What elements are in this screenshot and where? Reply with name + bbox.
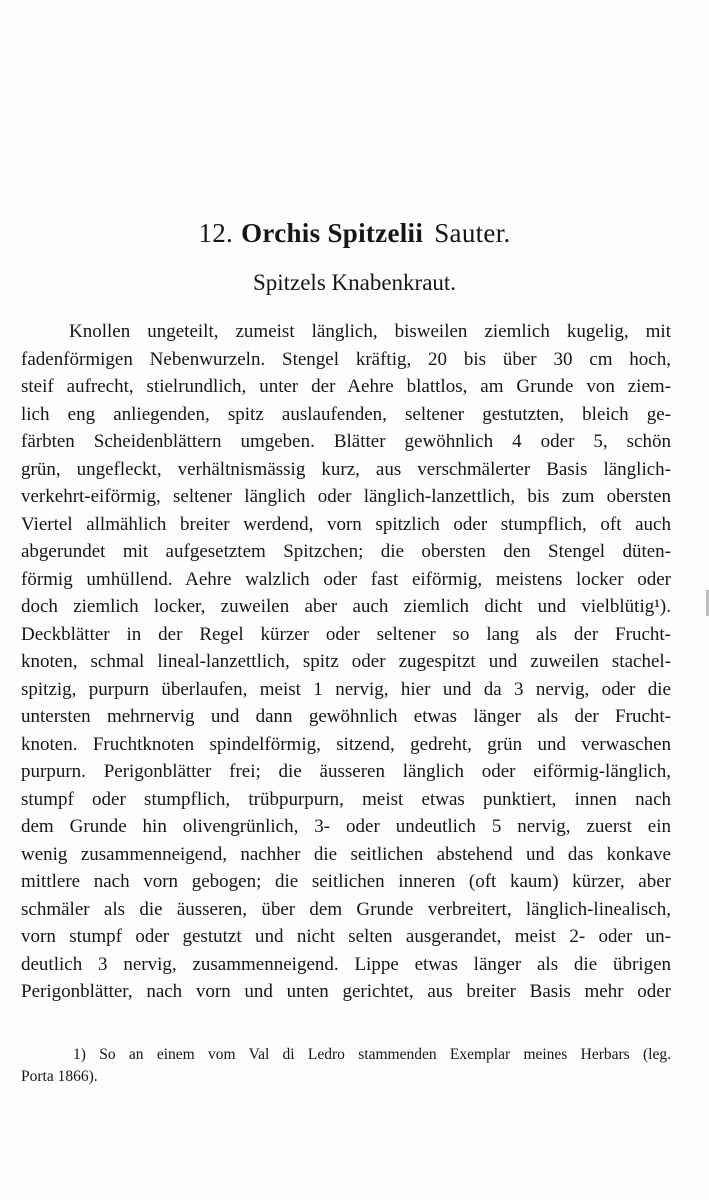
text-line: spitzig, purpurn überlaufen, meist 1 nervig, hier und da 3 nervig, oder die <box>21 678 671 700</box>
footnote-line: Porta 1866). <box>21 1068 98 1085</box>
text-line: vorn stumpf oder gestutzt und nicht selten ausgerandet, meist 2- oder un- <box>21 926 671 947</box>
species-author: Sauter. <box>434 218 511 248</box>
text-line: deutlich 3 nervig, zusammenneigend. Lippe etwas länger als die übrigen <box>21 953 671 975</box>
text-line: verkehrt-eiförmig, seltener länglich oder länglich-lanzettlich, bis zum obersten <box>21 486 671 507</box>
text-line: förmig umhüllend. Aehre walzlich oder fast eiförmig, meistens locker oder <box>21 568 671 590</box>
common-name: Spitzels Knabenkraut. <box>252 270 457 295</box>
text-line: stumpf oder stumpflich, trübpurpurn, meist etwas punktiert, innen nach <box>21 788 671 810</box>
text-line: knoten. Fruchtknoten spindelförmig, sitzend, gedreht, grün und verwaschen <box>21 733 671 755</box>
text-line: dem Grunde hin olivengrünlich, 3- oder undeutlich 5 nervig, zuerst ein <box>21 816 671 837</box>
text-line: mittlere nach vorn gebogen; die seitlichen inneren (oft kaum) kürzer, aber <box>21 871 671 892</box>
text-line: steif aufrecht, stielrundlich, unter der Aehre blattlos, am Grunde von ziem- <box>21 376 671 397</box>
species-number: 12. <box>198 218 234 248</box>
description-paragraph <box>21 318 671 1006</box>
text-line: Deckblätter in der Regel kürzer oder seltener so lang als der Frucht- <box>21 623 671 645</box>
text-line: untersten mehrnervig und dann gewöhnlich etwas länger als der Frucht- <box>21 706 671 727</box>
footnote <box>21 1044 671 1088</box>
footnote-line: 1) So an einem vom Val di Ledro stammenden Exemplar meines Herbars (leg. <box>73 1046 671 1063</box>
species-name: Orchis Spitzelii <box>241 218 424 248</box>
text-line: schmäler als die äusseren, über dem Grunde verbreitert, länglich-linealisch, <box>21 898 671 920</box>
text-line: wenig zusammenneigend, nachher die seitlichen abstehend und das konkave <box>21 843 671 865</box>
text-line: abgerundet mit aufgesetztem Spitzchen; die obersten den Stengel düten- <box>21 541 671 562</box>
text-line: Knollen ungeteilt, zumeist länglich, bisweilen ziemlich kugelig, mit <box>69 321 671 342</box>
text-line: doch ziemlich locker, zuweilen aber auch ziemlich dicht und vielblütig¹). <box>21 596 671 617</box>
text-line: Viertel allmählich breiter werdend, vorn spitzlich oder stumpflich, oft auch <box>21 513 671 535</box>
text-line: fadenförmigen Nebenwurzeln. Stengel kräftig, 20 bis über 30 cm hoch, <box>21 348 671 370</box>
species-heading <box>0 218 709 249</box>
text-line: Perigonblätter, nach vorn und unten gerichtet, aus breiter Basis mehr oder <box>21 981 671 1002</box>
text-line: grün, ungefleckt, verhältnismässig kurz, aus verschmälerter Basis länglich- <box>21 458 671 480</box>
text-line: purpurn. Perigonblätter frei; die äusseren länglich oder eiförmig-länglich, <box>21 761 671 782</box>
text-line: färbten Scheidenblättern umgeben. Blätter gewöhnlich 4 oder 5, schön <box>21 431 671 452</box>
text-line: knoten, schmal lineal-lanzettlich, spitz oder zugespitzt und zuweilen stachel- <box>21 651 671 672</box>
text-line: lich eng anliegenden, spitz auslaufenden, seltener gestutzten, bleich ge- <box>21 403 671 425</box>
